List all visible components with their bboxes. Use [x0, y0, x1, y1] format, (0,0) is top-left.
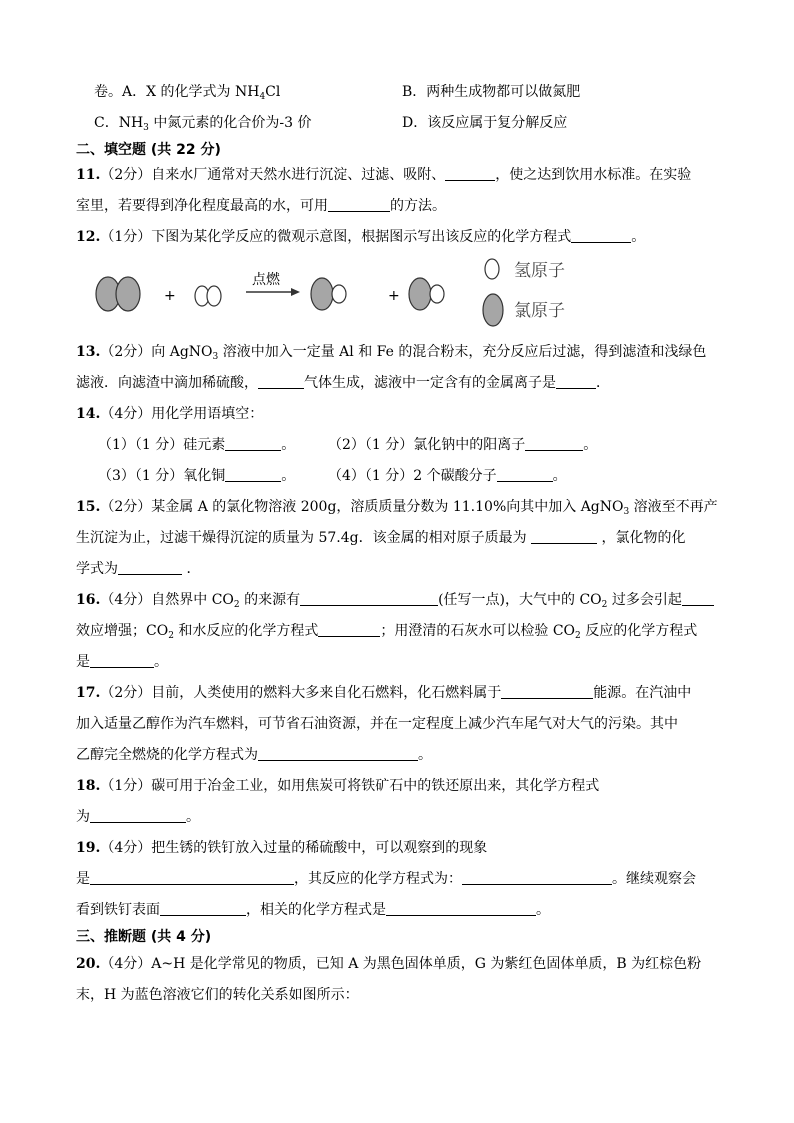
answer-blank[interactable] [90, 870, 294, 885]
plus-sign: + [388, 288, 400, 304]
question-11: 11.（2分）自来水厂通常对天然水进行沉淀、过滤、吸附、 ，使之达到饮用水标准。在实验 [76, 167, 692, 183]
arrow-head [291, 288, 300, 296]
q10-option-a: 卷。A．X 的化学式为 $NH_4Cl$ [94, 84, 281, 102]
answer-blank[interactable] [501, 684, 593, 699]
question-13-line2: 滤液．向滤渣中滴加稀硫酸， 气体生成，滤液中一定含有的金属离子是 ． [76, 375, 610, 391]
question-19-line2: 是 ，其反应的化学方程式为： 。继续观察会 [76, 871, 696, 887]
answer-blank[interactable] [525, 436, 583, 451]
question-14-item-1: （1）（1 分）硅元素 。 [98, 437, 296, 453]
answer-blank[interactable] [445, 166, 495, 181]
q10-option-d: D．该反应属于复分解反应 [402, 115, 568, 131]
question-15: 15.（2分）某金属 A 的氯化物溶液 200g，溶质质量分数为 11.10%向其中加入 AgNO$_3$ 溶液至不再产 [76, 499, 718, 517]
answer-blank[interactable] [386, 901, 536, 916]
question-14: 14.（4分）用化学用语填空： [76, 406, 264, 422]
answer-blank[interactable] [682, 591, 714, 606]
answer-blank[interactable] [225, 436, 281, 451]
question-17-line2: 加入适量乙醇作为汽车燃料，可节省石油资源，并在一定程度上减少汽车尾气对大气的污染。其中 [76, 716, 678, 732]
cl-atom [409, 278, 431, 310]
answer-blank[interactable] [118, 560, 182, 575]
answer-blank[interactable] [462, 870, 612, 885]
plus-sign: + [164, 288, 176, 304]
legend-cl-label: 氯原子 [514, 301, 565, 321]
question-11-line2: 室里，若要得到净化程度最高的水，可用 的方法。 [76, 198, 446, 214]
question-19: 19.（4分）把生锈的铁钉放入过量的稀硫酸中，可以观察到的现象 [76, 840, 488, 856]
question-17: 17.（2分）目前，人类使用的燃料大多来自化石燃料，化石燃料属于 能源。在汽油中 [76, 685, 692, 701]
cl-atom [116, 277, 140, 311]
question-20-line2: 末，H 为蓝色溶液它们的转化关系如图所示： [76, 987, 359, 1003]
question-15-line3: 学式为 ． [76, 561, 201, 577]
answer-blank[interactable] [225, 467, 281, 482]
q10-option-b: B．两种生成物都可以做氮肥 [402, 84, 581, 100]
question-16: 16.（4分）自然界中 $CO_2$ 的来源有 (任写一点)，大气中的 $CO_2$ 过多会引起 [76, 590, 714, 610]
question-13: 13.（2分）向 AgNO$_3$ 溶液中加入一定量 Al 和 Fe 的混合粉末，充分反应后过滤，得到滤渣和浅绿色 [76, 344, 707, 362]
legend-h-label: 氢原子 [514, 261, 565, 281]
reaction-micro-diagram [80, 252, 600, 336]
answer-blank[interactable] [258, 746, 418, 761]
question-16-line3: 是 。 [76, 654, 168, 670]
answer-blank[interactable] [258, 374, 304, 389]
question-18-line2: 为 。 [76, 809, 200, 825]
question-20: 20.（4分）A~H 是化学常见的物质，已知 A 为黑色固体单质，G 为紫红色固体单质，B 为红棕色粉 [76, 956, 702, 972]
answer-blank[interactable] [497, 467, 553, 482]
question-14-item-3: （3）（1 分）氧化铜 。 [98, 468, 296, 484]
h-atom [332, 285, 346, 303]
answer-blank[interactable] [328, 197, 390, 212]
question-16-line2: 效应增强；$CO_2$ 和水反应的化学方程式 ；用澄清的石灰水可以检验 $CO_2$ 反应的化学方程式 [76, 623, 698, 641]
question-12: 12.（1分）下图为某化学反应的微观示意图，根据图示写出该反应的化学方程式 。 [76, 229, 646, 245]
question-15-line2: 生沉淀为止，过滤干燥得沉淀的质量为 57.4g．该金属的相对原子质最为 ，氯化物的化 [76, 530, 686, 546]
question-18: 18.（1分）碳可用于冶金工业，如用焦炭可将铁矿石中的铁还原出来，其化学方程式 [76, 778, 600, 794]
section-heading-inference: 三、推断题 (共 4 分) [76, 929, 212, 945]
question-17-line3: 乙醇完全燃烧的化学方程式为 。 [76, 747, 432, 763]
answer-blank[interactable] [531, 529, 597, 544]
cl-atom [311, 278, 333, 310]
section-heading-fill-in: 二、填空题 (共 22 分) [76, 142, 221, 158]
answer-blank[interactable] [571, 228, 631, 243]
q10-option-c: C．$NH_3$ 中氮元素的化合价为-3 价 [94, 115, 312, 133]
answer-blank[interactable] [90, 808, 186, 823]
answer-blank[interactable] [160, 901, 246, 916]
answer-blank[interactable] [300, 591, 438, 606]
answer-blank[interactable] [556, 374, 596, 389]
legend-h-atom [485, 259, 499, 279]
h-atom [207, 286, 221, 306]
legend-cl-atom [483, 294, 503, 326]
question-14-item-4: （4）（1 分）2 个碳酸分子 。 [328, 468, 567, 484]
answer-blank[interactable] [90, 653, 154, 668]
question-19-line3: 看到铁钉表面 ，相关的化学方程式是 。 [76, 902, 550, 918]
question-14-item-2: （2）（1 分）氯化钠中的阳离子 。 [328, 437, 598, 453]
h-atom [430, 285, 444, 303]
arrow-label: 点燃 [252, 272, 280, 288]
answer-blank[interactable] [318, 622, 380, 637]
